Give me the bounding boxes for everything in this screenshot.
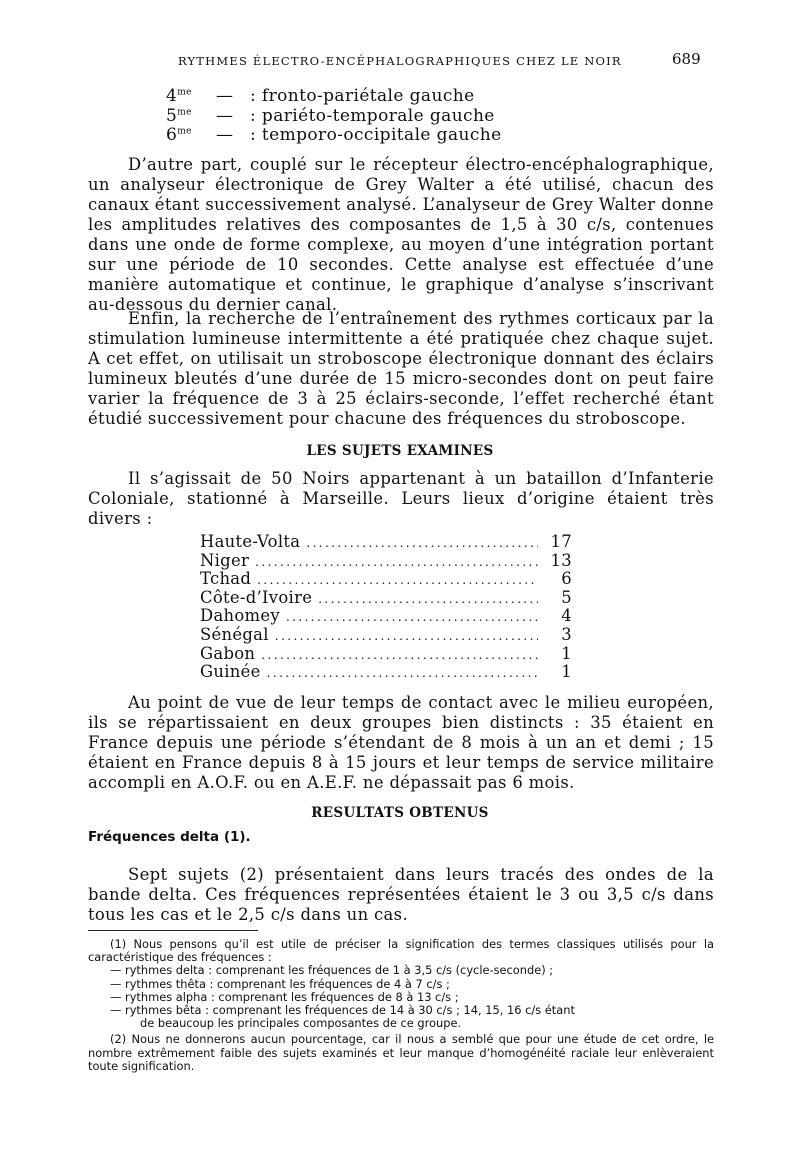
- channel-label: : fronto-pariétale gauche: [250, 86, 475, 106]
- channel-label: : temporo-occipitale gauche: [250, 125, 502, 145]
- channel-ordinal-suffix: me: [177, 126, 192, 137]
- footnote-1-item-continuation: de beaucoup les principales composantes de ce groupe.: [140, 1016, 462, 1031]
- leader-dots: [318, 592, 538, 606]
- leader-dots: [267, 666, 538, 680]
- origin-row: [200, 644, 572, 663]
- origin-row: [200, 606, 572, 625]
- channel-dash: —: [216, 106, 234, 126]
- channel-line-6: [166, 125, 502, 145]
- origin-name: Côte-d’Ivoire: [200, 587, 313, 607]
- origin-count: 6: [561, 569, 572, 589]
- paragraph-analyzer: D’autre part, couplé sur le récepteur électro-encéphalographique, un analyseur électronique de Grey Walter a été utilisé, chacun des canaux étant successivement analysé. L’analyseur de Grey Walter donne les amplitudes relatives des composantes de 1,5 à 30 c/s, contenues dans une onde de forme complexe, au moyen d’une intégration portant sur une période de 10 secondes. Cette analyse est effectuée d’une manière automatique et continue, le graphique d’analyse s’inscrivant au-dessous du dernier canal.: [88, 155, 714, 314]
- footnote-rule: [88, 930, 258, 931]
- running-header-title: RYTHMES ÉLECTRO-ENCÉPHALOGRAPHIQUES CHEZ LE NOIR: [178, 54, 622, 68]
- origin-count: 13: [550, 550, 572, 570]
- footnotes: [88, 938, 714, 1073]
- leader-dots: [257, 573, 538, 587]
- origin-name: Dahomey: [200, 606, 280, 626]
- origin-row: [200, 588, 572, 607]
- footnote-2: (2) Nous ne donnerons aucun pourcentage, car il nous a semblé que pour une étude de cet ordre, le nombre extrêmement faible des sujets examinés et leur manque d’homogénéité raciale leur enlèveraient toute signification.: [88, 1032, 714, 1073]
- origin-name: Sénégal: [200, 624, 269, 644]
- section-heading-results: RESULTATS OBTENUS: [311, 805, 489, 821]
- paragraph-stimulation: Enfin, la recherche de l’entraînement des rythmes corticaux par la stimulation lumineuse intermittente a été pratiquée chez chaque sujet. A cet effet, on utilisait un stroboscope électronique donnant des éclairs lumineux bleutés d’une durée de 15 micro-secondes dont on peut faire varier la fréquence de 3 à 25 éclairs-seconde, l’effet recherché étant étudié successivement pour chacune des fréquences du stroboscope.: [88, 309, 714, 428]
- page-number: 689: [672, 50, 701, 68]
- leader-dots: [275, 629, 538, 643]
- footnote-1-intro: (1) Nous pensons qu’il est utile de préciser la signification des termes classiques utilisés pour la caractéristique des fréquences :: [88, 937, 714, 965]
- origin-name: Haute-Volta: [200, 532, 301, 551]
- leader-dots: [306, 536, 538, 550]
- origin-count: 4: [561, 606, 572, 626]
- channel-dash: —: [216, 125, 234, 145]
- origin-count: 5: [561, 587, 572, 607]
- channel-line-5: [166, 106, 495, 126]
- footnote-1-item: — rythmes delta : comprenant les fréquences de 1 à 3,5 c/s (cycle-seconde) ;: [110, 963, 554, 978]
- origin-name: Niger: [200, 550, 250, 570]
- paragraph-subjects-intro: Il s’agissait de 50 Noirs appartenant à un bataillon d’Infanterie Coloniale, stationné à Marseille. Leurs lieux d’origine étaient très divers :: [88, 469, 714, 528]
- leader-dots: [255, 555, 538, 569]
- origin-name: Gabon: [200, 643, 256, 663]
- origin-row: [200, 625, 572, 644]
- origin-name: Tchad: [200, 569, 252, 589]
- origin-count: 1: [561, 662, 572, 682]
- leader-dots: [261, 648, 538, 662]
- channel-ordinal: 4: [166, 86, 178, 106]
- footnote-1-item: — rythmes alpha : comprenant les fréquences de 8 à 13 c/s ;: [110, 989, 459, 1004]
- subheading-delta: Fréquences delta (1).: [88, 829, 251, 845]
- channel-ordinal-suffix: me: [177, 87, 192, 98]
- origin-row: [200, 532, 572, 551]
- footnote-1-item: [110, 1004, 714, 1030]
- channel-ordinal: 6: [166, 125, 178, 145]
- paragraph-contact: Au point de vue de leur temps de contact avec le milieu européen, ils se répartissaient en deux groupes bien distincts : 35 étaient en France depuis une période s’étendant de 8 mois à un an et demi ; 15 étaient en France depuis 8 à 15 jours et leur temps de service militaire accompli en A.O.F. ou en A.E.F. ne dépassait pas 6 mois.: [88, 693, 714, 792]
- footnote-1-item: — rythmes thêta : comprenant les fréquences de 4 à 7 c/s ;: [110, 976, 450, 991]
- origin-row: [200, 551, 572, 570]
- paragraph-delta: Sept sujets (2) présentaient dans leurs tracés des ondes de la bande delta. Ces fréquences représentées étaient le 3 ou 3,5 c/s dans tous les cas et le 2,5 c/s dans un cas.: [88, 865, 714, 924]
- channel-label: : pariéto-temporale gauche: [250, 106, 495, 126]
- channel-ordinal-suffix: me: [177, 107, 192, 118]
- footnote-1-item-text: — rythmes bêta : comprenant les fréquences de 14 à 30 c/s ; 14, 15, 16 c/s étant: [110, 1003, 575, 1018]
- channel-dash: —: [216, 86, 234, 106]
- origin-row: [200, 662, 572, 681]
- leader-dots: [286, 610, 538, 624]
- origin-name: Guinée: [200, 662, 261, 682]
- channel-ordinal: 5: [166, 106, 178, 126]
- origin-count: 3: [561, 624, 572, 644]
- origin-count: 1: [561, 643, 572, 663]
- origin-row: [200, 569, 572, 588]
- section-heading-subjects: LES SUJETS EXAMINES: [306, 443, 494, 459]
- origin-count: 17: [550, 532, 572, 551]
- channel-line-4: [166, 86, 475, 106]
- origin-list: [200, 532, 572, 681]
